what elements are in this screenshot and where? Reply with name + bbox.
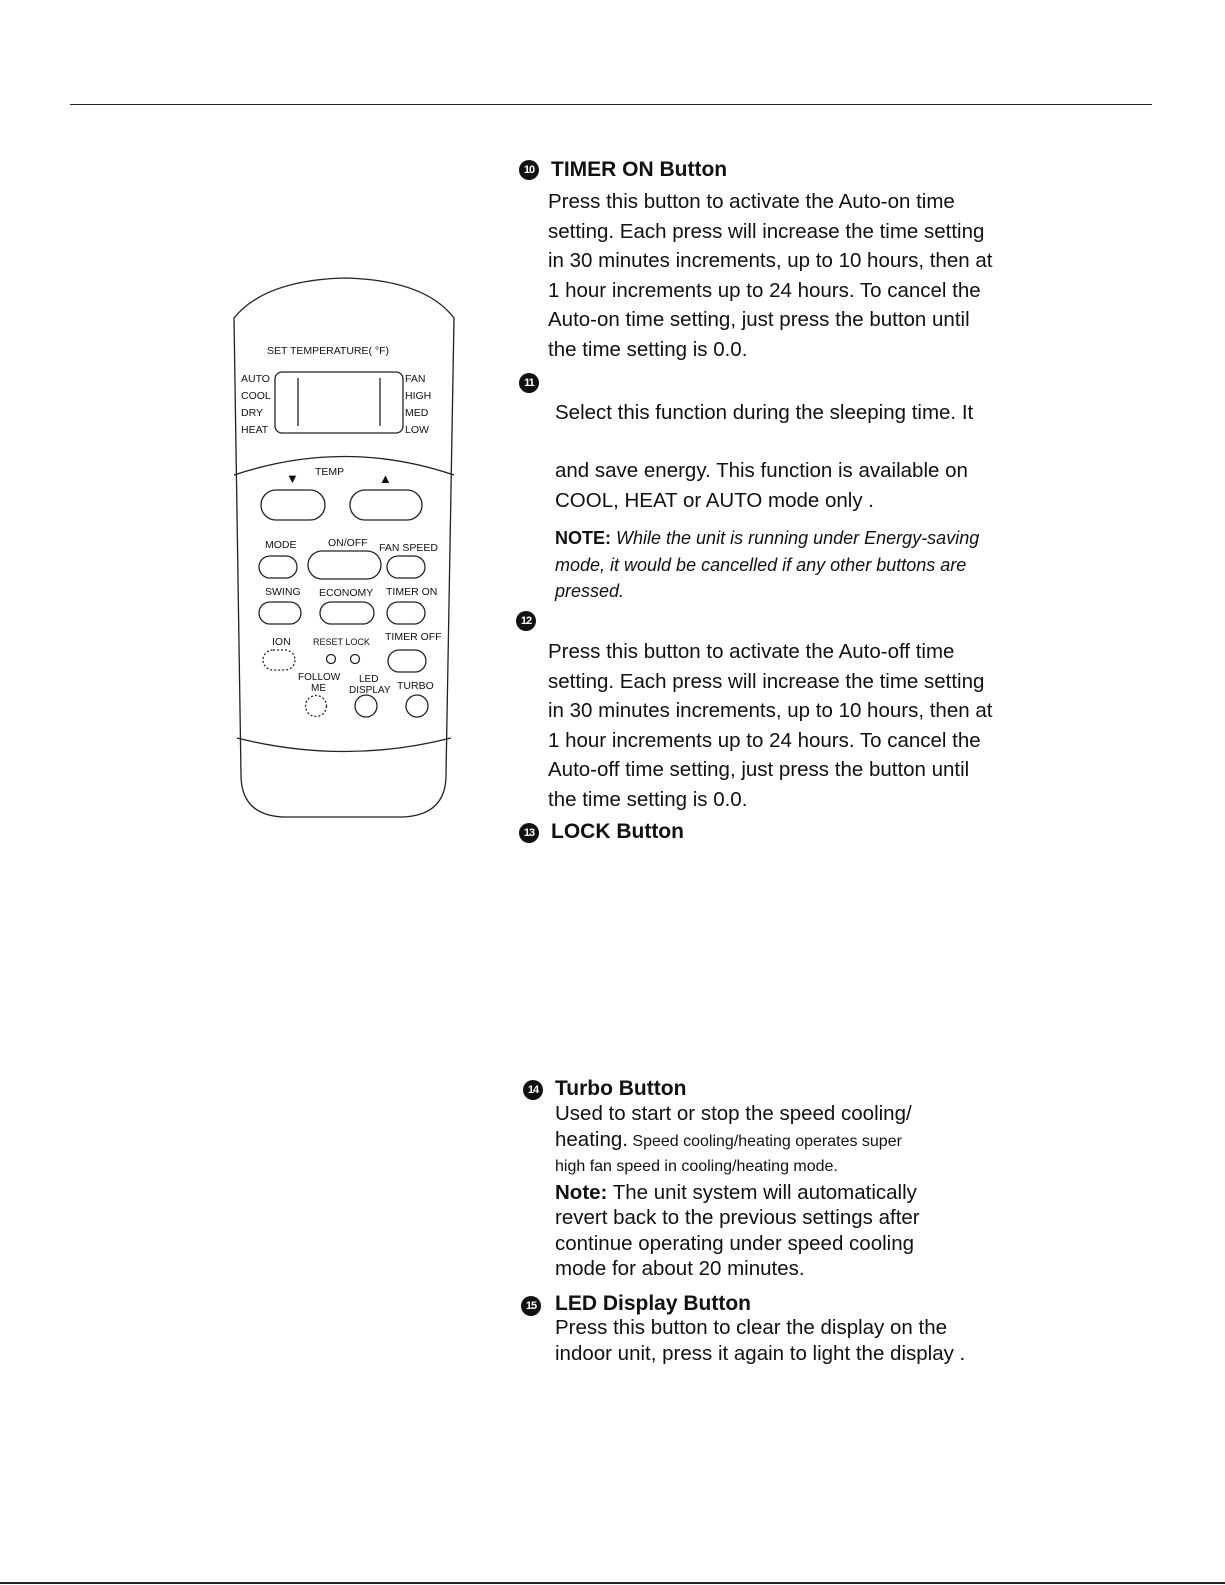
reset-lock-label: RESET LOCK <box>313 637 370 647</box>
note-label: NOTE: <box>555 528 611 548</box>
fanspeed-button-shape <box>387 556 425 578</box>
section-10-title: TIMER ON Button <box>551 158 728 181</box>
led-label: LED <box>359 674 379 685</box>
up-arrow-icon: ▲ <box>379 471 392 486</box>
mode-button-shape <box>259 556 297 578</box>
reset-hole <box>327 655 336 664</box>
remote-lower-divider <box>237 738 451 752</box>
turbo-label: TURBO <box>397 680 434 692</box>
temp-down-button-shape <box>261 490 325 520</box>
section-15-number-badge: 15 <box>521 1296 541 1316</box>
section-15-body: Press this button to clear the display on the indoor unit, press it again to light the display . <box>555 1316 966 1365</box>
mode-auto-label: AUTO <box>241 373 270 385</box>
mode-cool-label: COOL <box>241 390 271 402</box>
section-13-title: LOCK Button <box>551 820 684 843</box>
remote-control-illustration <box>225 270 465 830</box>
onoff-button-shape <box>308 551 381 579</box>
temp-label: TEMP <box>315 466 345 478</box>
fan-label: FAN <box>405 373 426 385</box>
section-12-number-badge: 12 <box>516 611 536 631</box>
section-11-body: and save energy. This function is available on COOL, HEAT or AUTO mode only . <box>555 459 968 512</box>
lock-hole <box>351 655 360 664</box>
section-14-number-badge: 14 <box>523 1080 543 1100</box>
ion-label: ION <box>272 636 291 648</box>
footer-rule <box>0 1582 1225 1584</box>
swing-button-shape <box>259 602 301 624</box>
onoff-label: ON/OFF <box>328 537 368 549</box>
swing-label: SWING <box>265 586 301 598</box>
header-rule <box>70 104 1152 105</box>
timer-on-button-shape <box>387 602 425 624</box>
lcd-window <box>275 372 403 433</box>
section-11-number-badge: 11 <box>519 373 539 393</box>
section-10-body: Press this button to activate the Auto-on time setting. Each press will increase the time setting in 30 minutes increments, up to 10 hours, then at 1 hour increments up to 24 hours. To cancel the Auto-on time setting, just press the button until the time setting is 0.0. <box>548 190 993 361</box>
ion-button-shape <box>263 650 295 670</box>
me-label: ME <box>311 683 326 694</box>
fan-speed-label: FAN SPEED <box>379 542 438 554</box>
turbo-button-shape <box>406 695 428 717</box>
section-15-title: LED Display Button <box>555 1292 752 1315</box>
led-display-button-shape <box>355 695 377 717</box>
display-label: DISPLAY <box>349 685 391 696</box>
mode-heat-label: HEAT <box>241 424 269 436</box>
economy-button-shape <box>320 602 374 624</box>
section-13-number-badge: 13 <box>519 823 539 843</box>
section-12-body: Press this button to activate the Auto-off time setting. Each press will increase the time setting in 30 minutes increments, up to 10 hours, then at 1 hour increments up to 24 hours. To cancel the Auto-off time setting, just press the button until the time setting is 0.0. <box>548 640 993 811</box>
follow-label: FOLLOW <box>298 672 341 683</box>
section-11-note: NOTE: While the unit is running under Energy-saving mode, it would be cancelled if any other buttons are pressed. <box>555 528 980 601</box>
fan-med-label: MED <box>405 407 429 419</box>
timer-on-label: TIMER ON <box>386 586 438 598</box>
section-11-line-1: Select this function during the sleeping time. It <box>555 401 974 424</box>
economy-label: ECONOMY <box>319 587 374 599</box>
follow-me-button-shape <box>306 696 327 717</box>
section-14-title: Turbo Button <box>555 1077 687 1100</box>
section-14-body: Used to start or stop the speed cooling/ heating. Speed cooling/heating operates super high fan speed in cooling/heating mode. Note: The unit system will automatically revert back to the previous settings after continue operating under speed cooling mode for about 20 minutes. <box>555 1102 920 1280</box>
fan-low-label: LOW <box>405 424 429 436</box>
mode-label: MODE <box>265 539 297 551</box>
section-10-number-badge: 10 <box>519 160 539 180</box>
turbo-note-label: Note: <box>555 1180 608 1204</box>
temp-up-button-shape <box>350 490 422 520</box>
mode-dry-label: DRY <box>241 407 263 419</box>
timer-off-button-shape <box>388 650 426 672</box>
fan-high-label: HIGH <box>405 390 432 402</box>
down-arrow-icon: ▼ <box>286 471 299 486</box>
timer-off-label: TIMER OFF <box>385 631 442 643</box>
set-temperature-label: SET TEMPERATURE( °F) <box>267 345 390 357</box>
